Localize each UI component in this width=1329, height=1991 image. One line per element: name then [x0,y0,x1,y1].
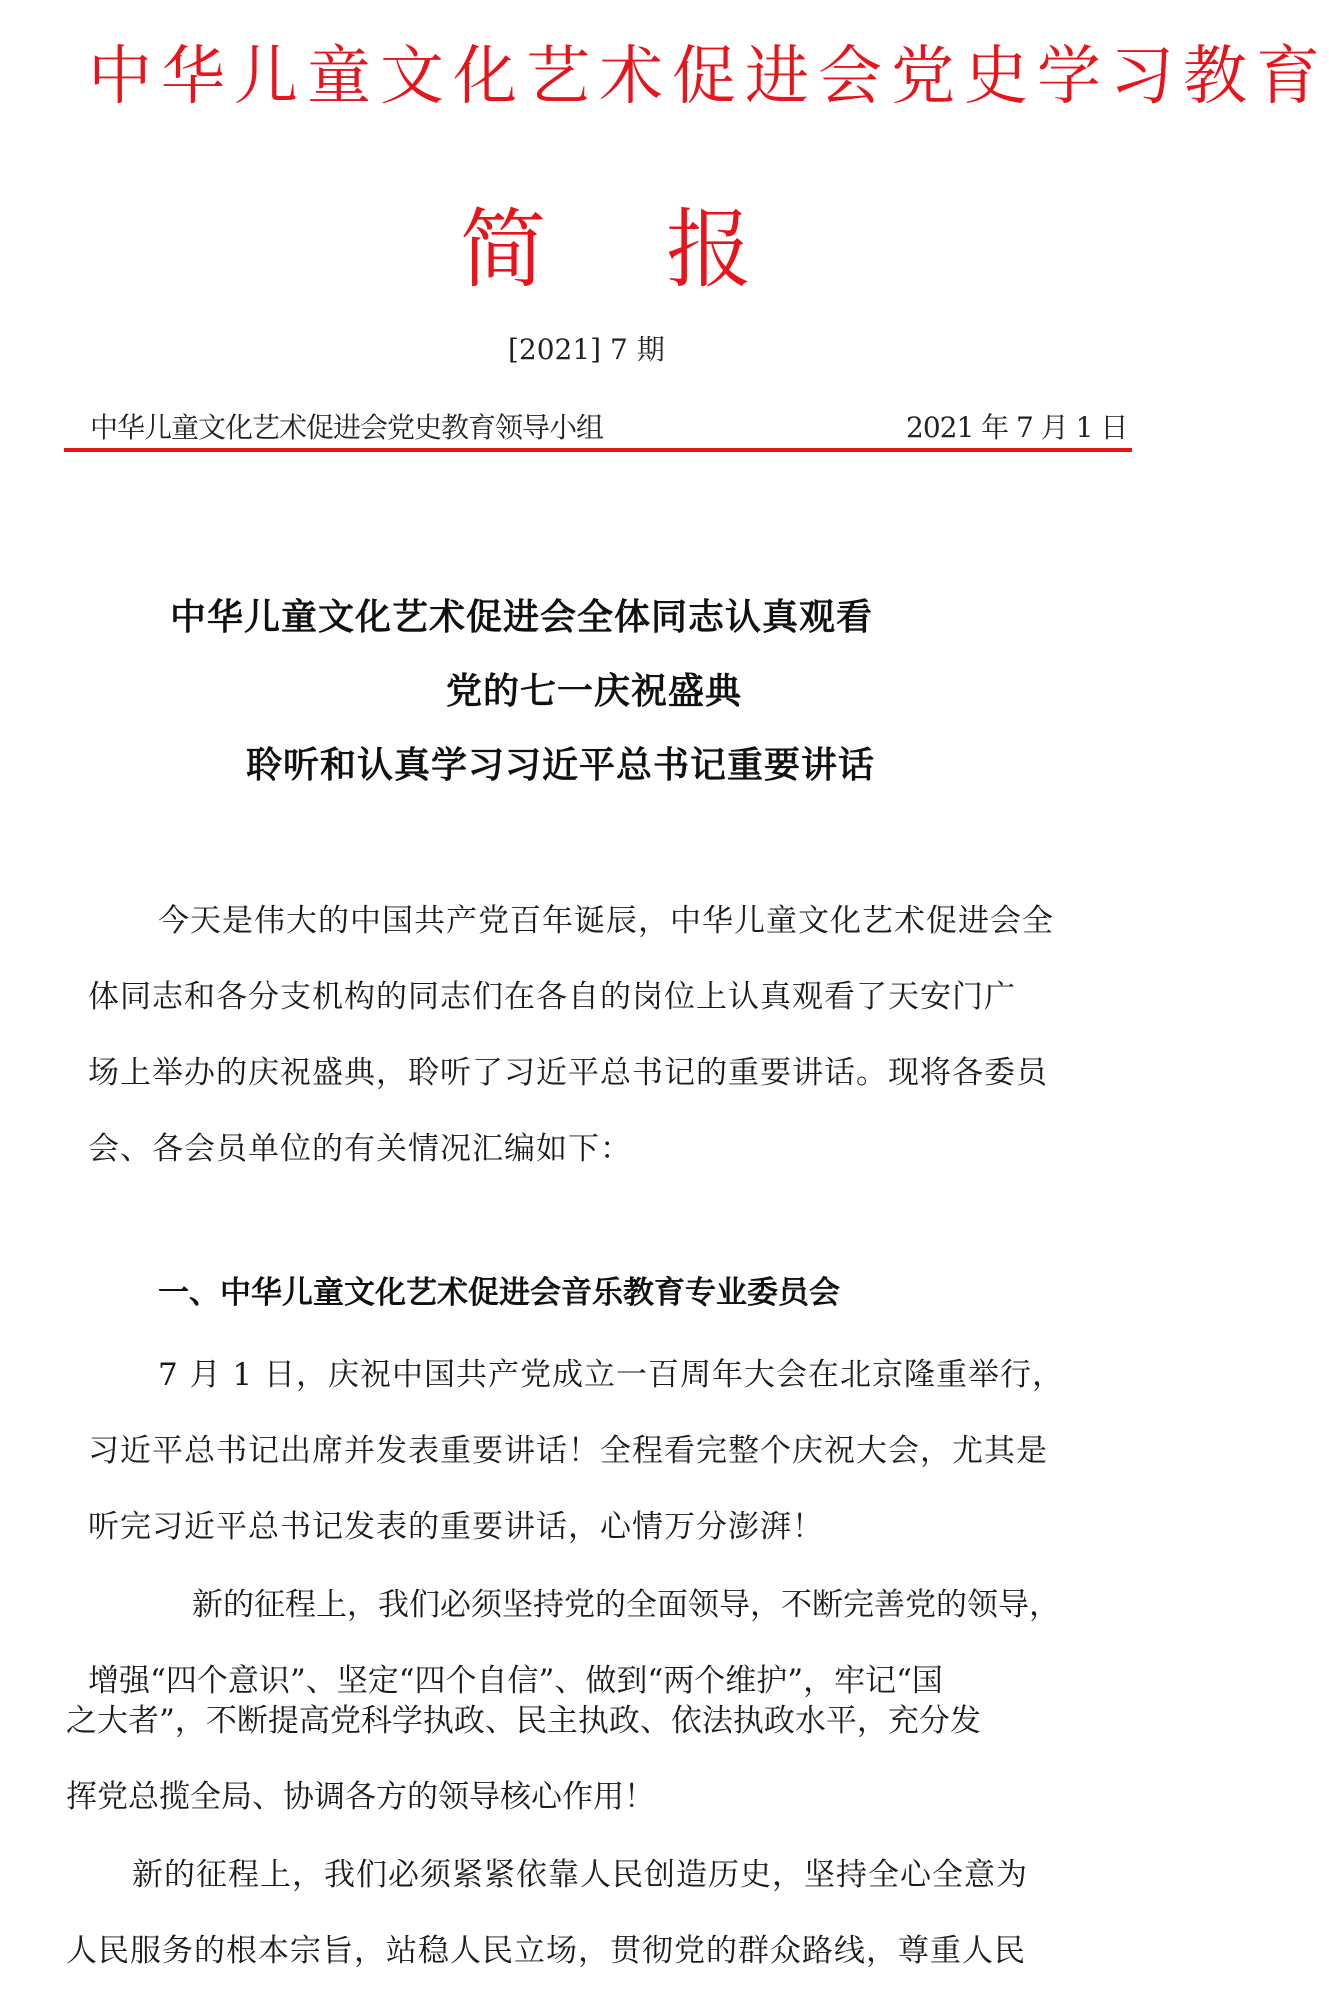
para1-line-2: 习近平总书记出席并发表重要讲话！全程看完整个庆祝大会，尤其是 [88,1433,1048,1469]
para2-line-3: 之大者”，不断提高党科学执政、民主执政、依法执政水平，充分发 [66,1703,981,1739]
headline-line-2: 党的七一庆祝盛典 [446,671,743,712]
para1-line-3: 听完习近平总书记发表的重要讲话，心情万分澎湃！ [88,1509,824,1545]
section-heading: 一、中华儿童文化艺术促进会音乐教育专业委员会 [158,1275,840,1311]
intro-line-3: 场上举办的庆祝盛典，聆听了习近平总书记的重要讲话。现将各委员 [88,1055,1048,1091]
headline-line-3: 聆听和认真学习习近平总书记重要讲话 [246,745,876,786]
masthead-title: 中华儿童文化艺术促进会党史学习教育 [88,40,1329,114]
para2-line-1: 新的征程上，我们必须坚持党的全面领导，不断完善党的领导， [192,1587,1060,1623]
issue-number: [2021] 7 期 [508,333,665,366]
intro-line-2: 体同志和各分支机构的同志们在各自的岗位上认真观看了天安门广 [88,979,1016,1015]
red-divider [64,448,1132,452]
intro-line-4: 会、各会员单位的有关情况汇编如下： [88,1131,632,1167]
headline-line-1: 中华儿童文化艺术促进会全体同志认真观看 [170,597,874,638]
para2-line-2: 增强“四个意识”、坚定“四个自信”、做到“两个维护”，牢记“国 [88,1663,943,1699]
para3-line-2: 人民服务的根本宗旨，站稳人民立场，贯彻党的群众路线，尊重人民 [66,1933,1026,1969]
para2-line-4: 挥党总揽全局、协调各方的领导核心作用！ [66,1779,655,1815]
para3-line-1: 新的征程上，我们必须紧紧依靠人民创造历史，坚持全心全意为 [132,1857,1028,1893]
issue-date: 2021 年 7 月 1 日 [906,411,1128,444]
intro-line-1: 今天是伟大的中国共产党百年诞辰，中华儿童文化艺术促进会全 [158,903,1054,939]
para1-line-1: 7 月 1 日，庆祝中国共产党成立一百周年大会在北京隆重举行， [158,1357,1065,1393]
masthead-subtitle: 简报 [460,200,872,300]
issuing-organization: 中华儿童文化艺术促进会党史教育领导小组 [90,411,604,444]
